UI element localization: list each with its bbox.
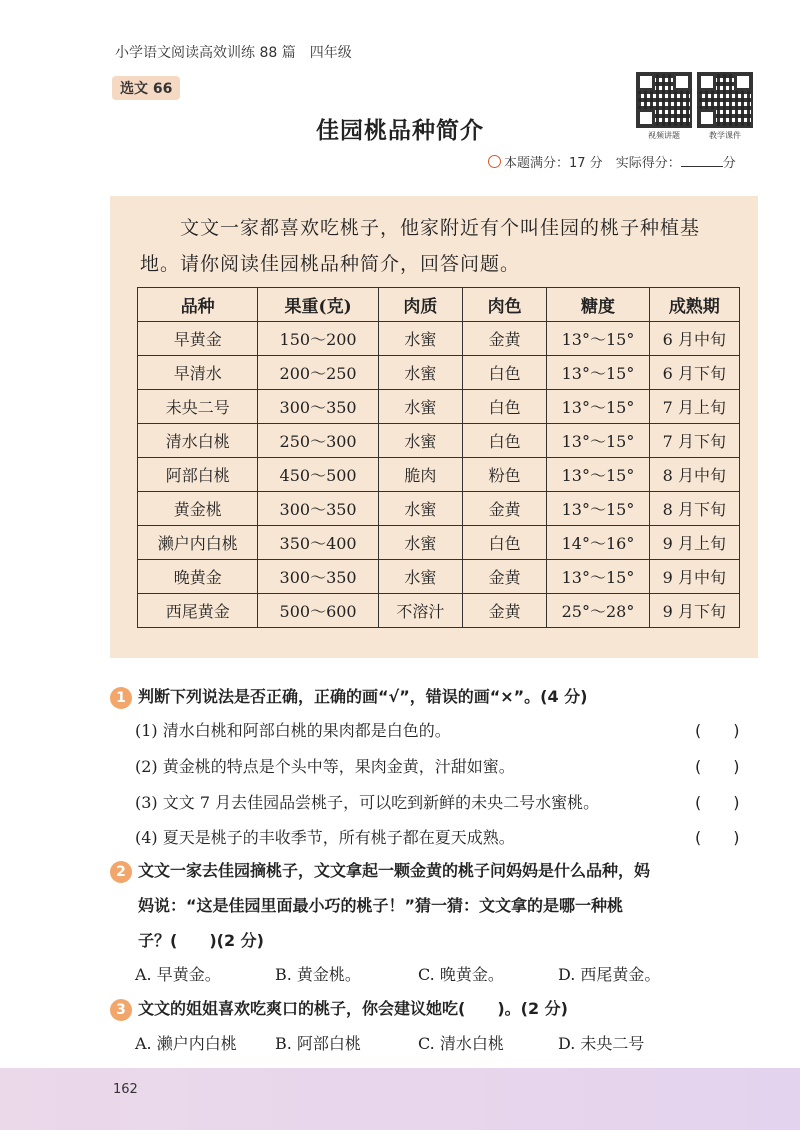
- table-cell: 水蜜: [378, 560, 462, 594]
- column-header: 肉色: [463, 288, 547, 322]
- clock-icon: [488, 155, 501, 168]
- table-cell: 白色: [463, 526, 547, 560]
- table-cell: 脆肉: [378, 458, 462, 492]
- q1-item: (4) 夏天是桃子的丰收季节，所有桃子都在夏天成熟。: [135, 828, 515, 847]
- table-cell: 水蜜: [378, 390, 462, 424]
- column-header: 果重(克): [258, 288, 378, 322]
- question-2-line: 子？( )(2 分): [138, 931, 264, 950]
- table-cell: 早黄金: [138, 322, 258, 356]
- table-cell: 黄金桃: [138, 492, 258, 526]
- table-cell: 9 月中旬: [649, 560, 739, 594]
- qr-video[interactable]: [636, 72, 692, 141]
- table-row: [138, 424, 740, 458]
- q1-item: (1) 清水白桃和阿部白桃的果肉都是白色的。: [135, 721, 451, 740]
- table-row: [138, 458, 740, 492]
- column-header: 糖度: [547, 288, 649, 322]
- passage-intro: [140, 210, 740, 282]
- q1-item: (2) 黄金桃的特点是个头中等，果肉金黄，汁甜如蜜。: [135, 757, 515, 776]
- qr-code-icon: [636, 72, 692, 128]
- table-cell: 9 月下旬: [649, 594, 739, 628]
- option[interactable]: D. 未央二号: [558, 1034, 645, 1053]
- q2-options: [135, 962, 660, 985]
- page-number: 162: [113, 1082, 138, 1097]
- table-cell: 水蜜: [378, 424, 462, 458]
- table-cell: 水蜜: [378, 356, 462, 390]
- table-cell: 水蜜: [378, 492, 462, 526]
- table-cell: 晚黄金: [138, 560, 258, 594]
- question-1-text: 判断下列说法是否正确，正确的画“√”，错误的画“×”。(4 分): [138, 687, 588, 706]
- question-number: 2: [110, 861, 132, 883]
- peach-variety-table: [137, 287, 740, 628]
- score-line: [488, 152, 736, 171]
- actual-score-label: 实际得分：: [615, 156, 681, 171]
- table-cell: 13°～15°: [547, 492, 649, 526]
- question-3-text: 文文的姐姐喜欢吃爽口的桃子，你会建议她吃( )。(2 分): [138, 999, 568, 1018]
- question-1: [110, 684, 587, 709]
- option[interactable]: B. 黄金桃。: [275, 965, 361, 984]
- answer-paren[interactable]: ( ): [695, 828, 740, 847]
- table-cell: 500～600: [258, 594, 378, 628]
- table-cell: 13°～15°: [547, 560, 649, 594]
- table-cell: 13°～15°: [547, 390, 649, 424]
- table-cell: 清水白桃: [138, 424, 258, 458]
- book-header: 小学语文阅读高效训练 88 篇 四年级: [115, 45, 352, 61]
- full-score: 本题满分：17 分: [504, 156, 603, 171]
- footer-band: [0, 1068, 800, 1130]
- table-cell: 西尾黄金: [138, 594, 258, 628]
- question-2-line: 妈说：“这是佳园里面最小巧的桃子！”猜一猜：文文拿的是哪一种桃: [138, 896, 624, 915]
- question-2: [110, 858, 650, 883]
- table-cell: 早清水: [138, 356, 258, 390]
- table-cell: 6 月中旬: [649, 322, 739, 356]
- table-cell: 未央二号: [138, 390, 258, 424]
- option[interactable]: A. 早黄金。: [135, 965, 221, 984]
- table-cell: 水蜜: [378, 526, 462, 560]
- option[interactable]: B. 阿部白桃: [275, 1034, 361, 1053]
- table-row: [138, 356, 740, 390]
- table-cell: 350～400: [258, 526, 378, 560]
- score-unit: 分: [722, 156, 736, 171]
- table-cell: 25°～28°: [547, 594, 649, 628]
- table-cell: 7 月上旬: [649, 390, 739, 424]
- table-cell: 13°～15°: [547, 458, 649, 492]
- answer-paren[interactable]: ( ): [695, 721, 740, 740]
- table-row: [138, 322, 740, 356]
- question-number: 1: [110, 687, 132, 709]
- table-cell: 7 月下旬: [649, 424, 739, 458]
- q1-item: (3) 文文 7 月去佳园品尝桃子，可以吃到新鲜的未央二号水蜜桃。: [135, 793, 600, 812]
- table-cell: 14°～16°: [547, 526, 649, 560]
- table-cell: 金黄: [463, 322, 547, 356]
- table-cell: 水蜜: [378, 322, 462, 356]
- table-cell: 300～350: [258, 390, 378, 424]
- table-cell: 阿部白桃: [138, 458, 258, 492]
- table-header-row: [138, 288, 740, 322]
- qr-code-icon: [697, 72, 753, 128]
- option[interactable]: A. 濑户内白桃: [135, 1034, 237, 1053]
- table-row: [138, 594, 740, 628]
- question-2-line: 文文一家去佳园摘桃子，文文拿起一颗金黄的桃子问妈妈是什么品种，妈: [138, 861, 651, 880]
- column-header: 肉质: [378, 288, 462, 322]
- table-cell: 白色: [463, 424, 547, 458]
- table-body: [138, 322, 740, 628]
- table-cell: 8 月中旬: [649, 458, 739, 492]
- score-blank[interactable]: [681, 166, 723, 167]
- table-row: [138, 560, 740, 594]
- table-cell: 150～200: [258, 322, 378, 356]
- option[interactable]: C. 清水白桃: [418, 1034, 504, 1053]
- intro-text: 文文一家都喜欢吃桃子，他家附近有个叫佳园的桃子种植基地。请你阅读佳园桃品种简介，回答问题。: [140, 217, 701, 275]
- answer-paren[interactable]: ( ): [695, 757, 740, 776]
- question-3: [110, 996, 568, 1021]
- table-cell: 粉色: [463, 458, 547, 492]
- table-cell: 白色: [463, 390, 547, 424]
- passage-tag: 选文 66: [112, 76, 180, 100]
- table-row: [138, 526, 740, 560]
- question-number: 3: [110, 999, 132, 1021]
- table-cell: 250～300: [258, 424, 378, 458]
- qr-courseware[interactable]: [697, 72, 753, 141]
- table-cell: 8 月下旬: [649, 492, 739, 526]
- table-row: [138, 390, 740, 424]
- table-cell: 金黄: [463, 560, 547, 594]
- table-cell: 金黄: [463, 594, 547, 628]
- table-cell: 6 月下旬: [649, 356, 739, 390]
- q3-options: [135, 1031, 644, 1054]
- table-cell: 300～350: [258, 492, 378, 526]
- option[interactable]: C. 晚黄金。: [418, 965, 504, 984]
- qr-caption: 视频讲题: [648, 131, 680, 140]
- qr-caption: 教学课件: [709, 131, 741, 140]
- answer-paren[interactable]: ( ): [695, 793, 740, 812]
- table-cell: 13°～15°: [547, 424, 649, 458]
- column-header: 品种: [138, 288, 258, 322]
- table-row: [138, 492, 740, 526]
- table-cell: 13°～15°: [547, 322, 649, 356]
- table-cell: 金黄: [463, 492, 547, 526]
- table-cell: 不溶汁: [378, 594, 462, 628]
- table-cell: 450～500: [258, 458, 378, 492]
- table-cell: 白色: [463, 356, 547, 390]
- table-cell: 300～350: [258, 560, 378, 594]
- table-cell: 9 月上旬: [649, 526, 739, 560]
- table-cell: 200～250: [258, 356, 378, 390]
- page-title: 佳园桃品种简介: [316, 117, 484, 144]
- table-cell: 13°～15°: [547, 356, 649, 390]
- column-header: 成熟期: [649, 288, 739, 322]
- table-cell: 濑户内白桃: [138, 526, 258, 560]
- option[interactable]: D. 西尾黄金。: [558, 965, 661, 984]
